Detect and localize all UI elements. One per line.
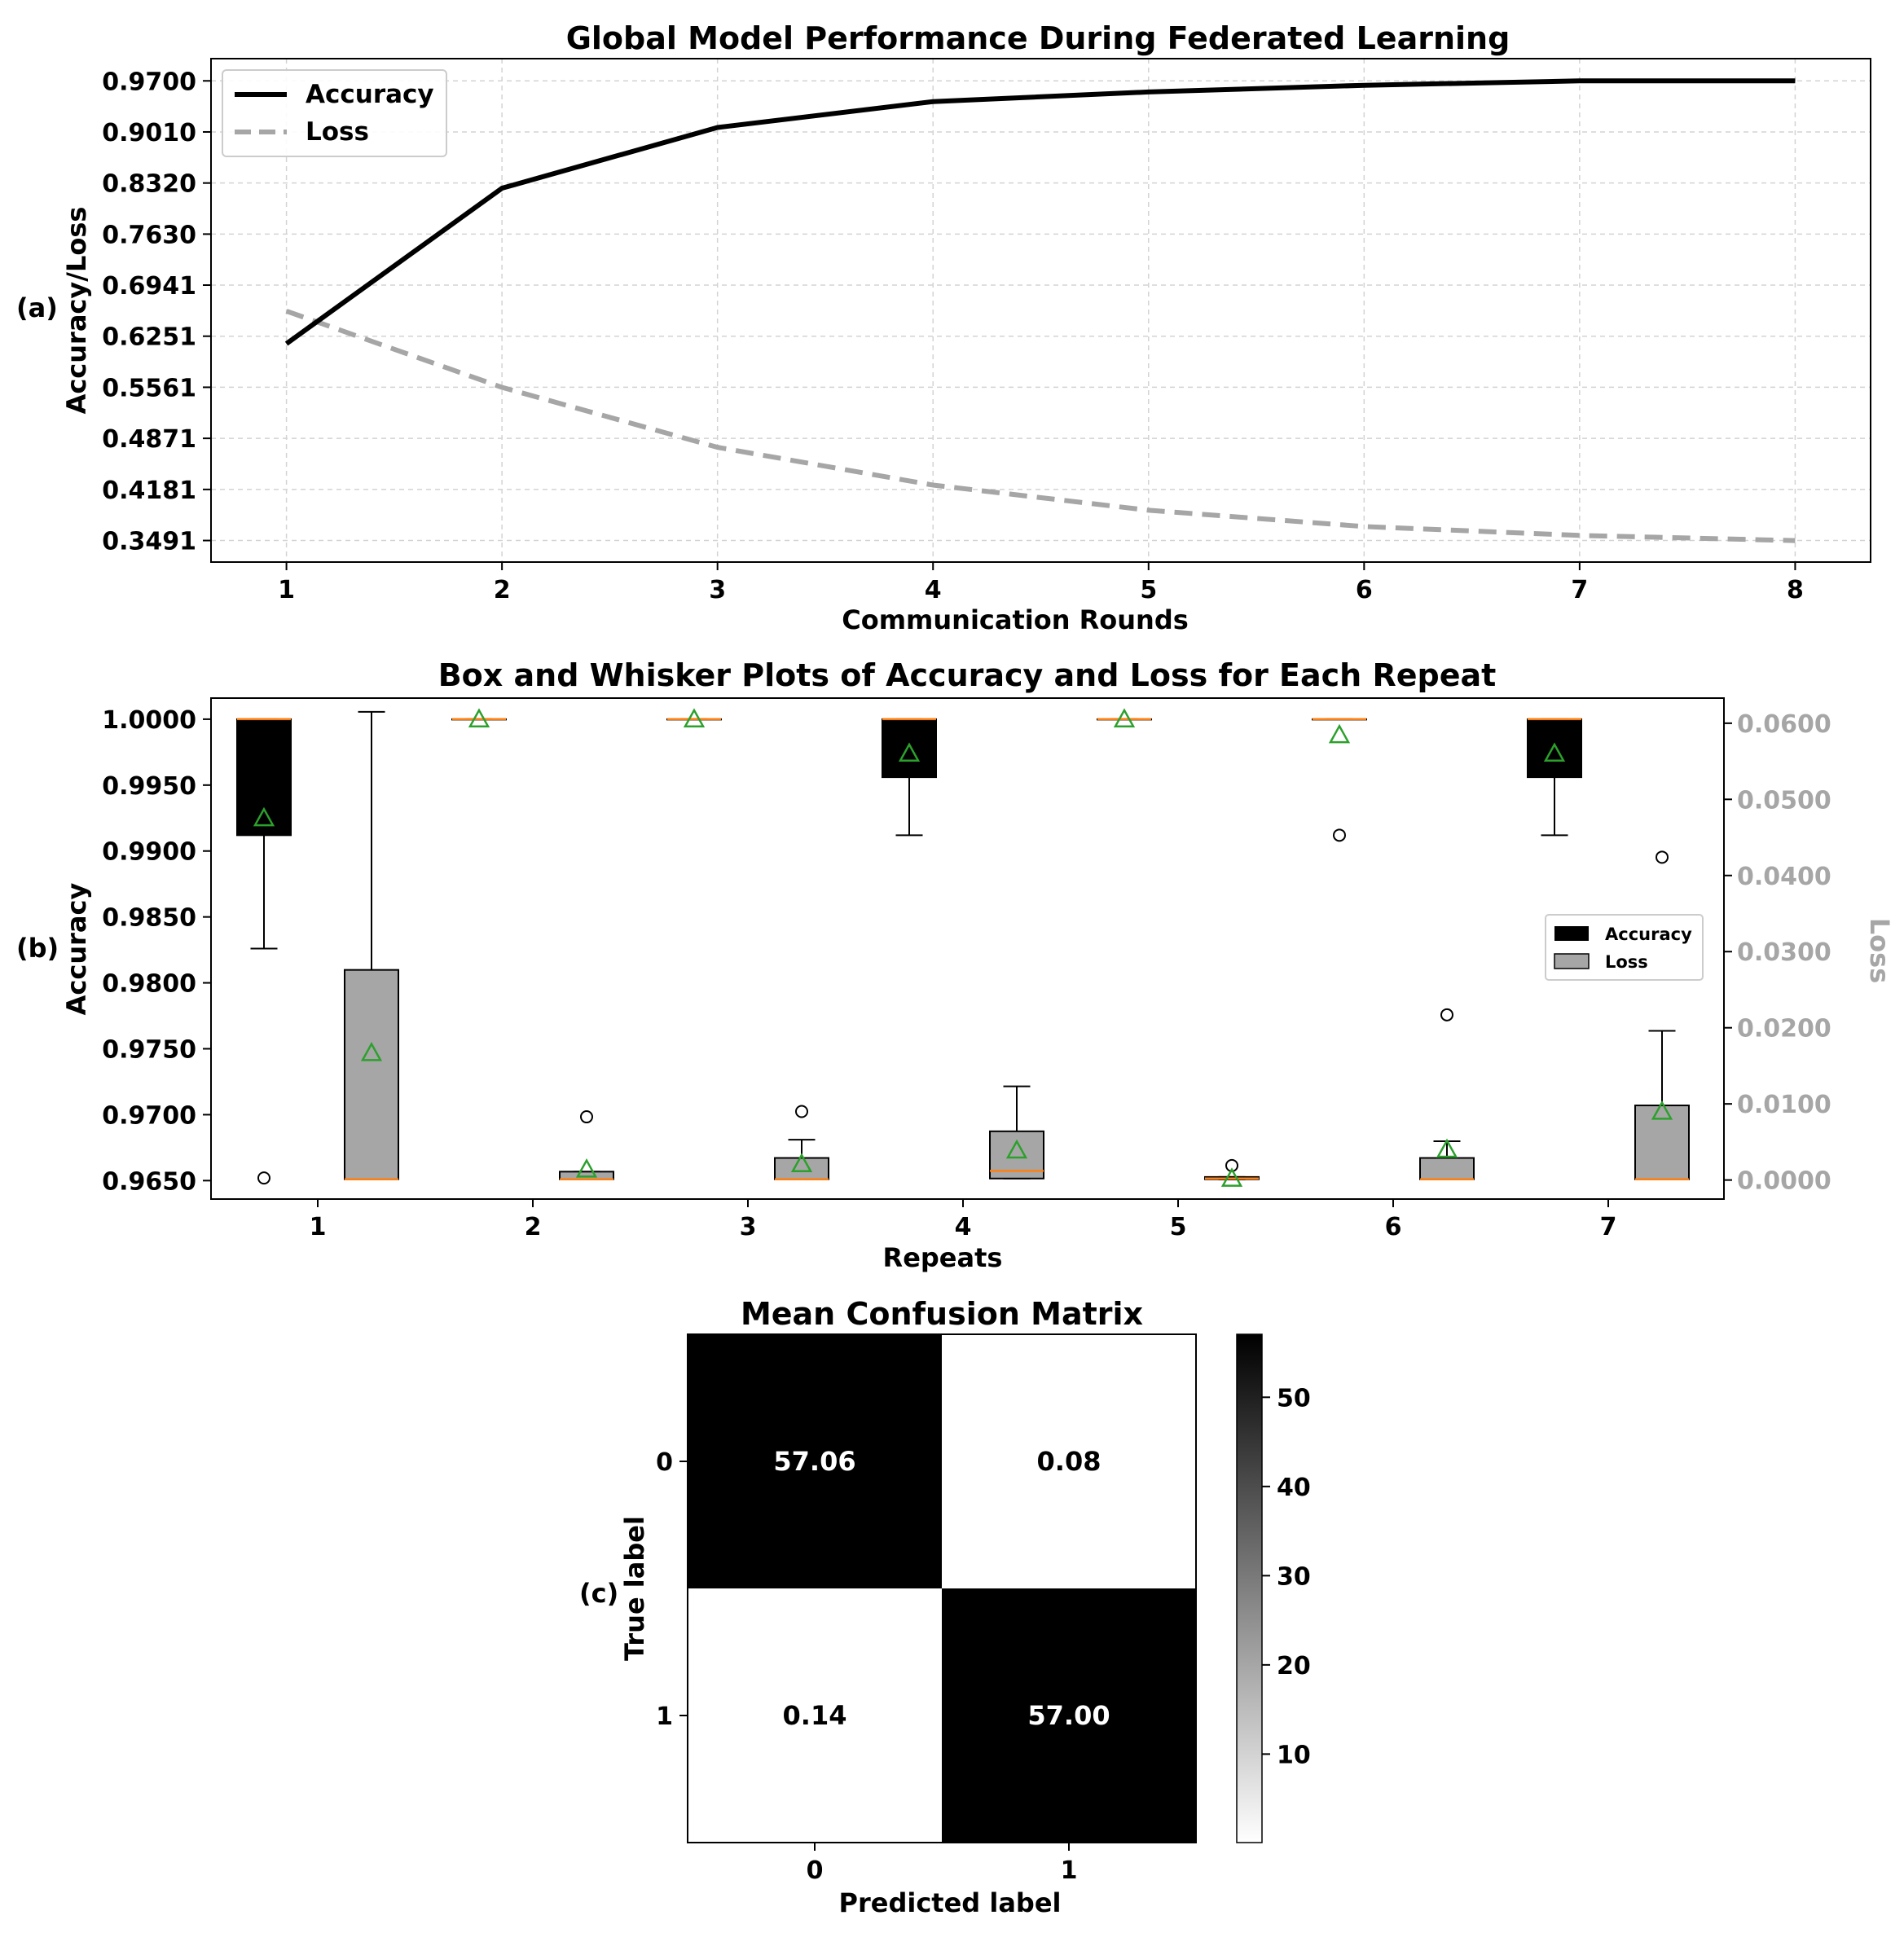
- box-accuracy-2: [452, 710, 506, 727]
- chart-c-y-tick-0: 0: [656, 1448, 673, 1477]
- chart-b-right-y-label: Loss: [1864, 917, 1895, 984]
- chart-a-series: [287, 81, 1796, 540]
- box-body-loss-1: [345, 970, 398, 1180]
- box-body-loss-6: [1420, 1158, 1474, 1180]
- chart-b-y-tick-0: 1.0000: [102, 705, 196, 735]
- chart-b-y-label: Accuracy: [61, 882, 92, 1016]
- colorbar-ticks: [1262, 1384, 1311, 1769]
- cell-label-1-1: 57.00: [1027, 1700, 1110, 1731]
- chart-a-x-ticks: [278, 562, 1804, 604]
- legend-b-accuracy-label: Accuracy: [1605, 925, 1692, 944]
- chart-b-boxes: [237, 710, 1689, 1186]
- legend-accuracy-label: Accuracy: [306, 80, 434, 109]
- chart-a-x-tick-6: 6: [1355, 576, 1373, 604]
- chart-a-y-label: Accuracy/Loss: [61, 206, 92, 415]
- chart-b-x-ticks: [310, 1199, 1617, 1241]
- legend-b-loss-swatch: [1554, 954, 1589, 969]
- chart-a-x-tick-2: 2: [493, 576, 511, 604]
- chart-c-x-tick-1: 1: [1060, 1856, 1078, 1885]
- box-loss-3: [775, 1106, 829, 1180]
- chart-a-y-tick-0: 0.9700: [102, 68, 196, 97]
- chart-a-legend: [222, 70, 446, 156]
- chart-a-y-tick-9: 0.3491: [102, 527, 196, 556]
- box-accuracy-6: [1313, 719, 1366, 841]
- confusion-matrix-cells: [688, 1334, 1196, 1843]
- chart-a-y-tick-8: 0.4181: [102, 476, 196, 505]
- accuracy-loss-line-chart: [16, 20, 1871, 635]
- cell-label-0-1: 0.08: [1036, 1446, 1102, 1477]
- chart-b-y-tick-1: 0.9950: [102, 771, 196, 801]
- chart-c-x-tick-0: 0: [806, 1856, 824, 1885]
- colorbar-tick-30: 30: [1277, 1562, 1311, 1592]
- chart-a-y-tick-4: 0.6941: [102, 272, 196, 301]
- legend-b-accuracy-swatch: [1554, 926, 1589, 941]
- box-accuracy-1: [237, 719, 291, 1184]
- box-body-accuracy-1: [237, 719, 291, 835]
- outlier-accuracy-6-0: [1334, 829, 1345, 841]
- chart-a-y-tick-5: 0.6251: [102, 323, 196, 352]
- chart-b-right-y-tick-5: 0.0100: [1737, 1091, 1831, 1120]
- chart-a-x-tick-8: 8: [1786, 576, 1804, 604]
- series-line-accuracy: [287, 81, 1796, 344]
- chart-b-right-y-tick-1: 0.0500: [1737, 786, 1831, 815]
- chart-b-y-tick-5: 0.9750: [102, 1035, 196, 1065]
- chart-a-y-tick-2: 0.8320: [102, 169, 196, 199]
- chart-c-y-label: True label: [619, 1516, 650, 1661]
- chart-b-x-tick-3: 3: [739, 1213, 757, 1241]
- box-loss-6: [1420, 1009, 1474, 1180]
- colorbar-tick-10: 10: [1277, 1741, 1311, 1770]
- chart-b-y-tick-2: 0.9900: [102, 837, 196, 867]
- box-accuracy-4: [882, 719, 936, 835]
- chart-c-x-ticks: [807, 1843, 1078, 1885]
- chart-a-y-tick-1: 0.9010: [102, 118, 196, 147]
- chart-a-y-tick-3: 0.7630: [102, 221, 196, 250]
- series-line-loss: [287, 311, 1796, 541]
- chart-b-legend: [1546, 915, 1703, 980]
- box-body-accuracy-4: [882, 719, 936, 777]
- legend-b-loss-label: Loss: [1605, 952, 1648, 972]
- panel-label-a: (a): [16, 292, 58, 323]
- box-accuracy-3: [667, 710, 721, 727]
- colorbar-tick-20: 20: [1277, 1651, 1311, 1680]
- outlier-loss-7-0: [1656, 851, 1668, 863]
- chart-b-title: Box and Whisker Plots of Accuracy and Loss for Each Repeat: [438, 657, 1497, 693]
- colorbar-gradient: [1237, 1334, 1262, 1843]
- chart-b-frame: [211, 698, 1724, 1199]
- box-loss-7: [1635, 851, 1689, 1179]
- box-accuracy-5: [1097, 710, 1151, 727]
- chart-b-right-y-tick-6: 0.0000: [1737, 1166, 1831, 1196]
- chart-b-y-tick-6: 0.9700: [102, 1101, 196, 1131]
- box-accuracy-7: [1528, 719, 1581, 835]
- chart-b-x-tick-4: 4: [954, 1213, 972, 1241]
- chart-a-y-tick-6: 0.5561: [102, 374, 196, 403]
- chart-b-x-tick-2: 2: [524, 1213, 542, 1241]
- chart-b-right-y-tick-4: 0.0200: [1737, 1014, 1831, 1043]
- chart-a-x-tick-7: 7: [1571, 576, 1589, 604]
- cell-label-1-0: 0.14: [782, 1700, 847, 1731]
- chart-c-y-tick-1: 1: [656, 1702, 673, 1731]
- chart-b-x-tick-1: 1: [309, 1213, 327, 1241]
- chart-b-right-y-tick-0: 0.0600: [1737, 709, 1831, 739]
- cell-label-0-0: 57.06: [773, 1446, 856, 1477]
- box-loss-4: [990, 1087, 1044, 1179]
- box-body-loss-3: [775, 1158, 829, 1180]
- box-body-loss-2: [560, 1171, 613, 1179]
- box-loss-2: [560, 1111, 613, 1180]
- chart-a-x-tick-3: 3: [709, 576, 727, 604]
- chart-b-x-tick-7: 7: [1599, 1213, 1617, 1241]
- box-body-loss-7: [1635, 1105, 1689, 1180]
- chart-c-y-ticks: [656, 1448, 688, 1731]
- colorbar: [1237, 1334, 1311, 1843]
- chart-a-x-tick-4: 4: [924, 576, 942, 604]
- chart-b-right-y-ticks: [1724, 710, 1831, 1196]
- chart-a-x-label: Communication Rounds: [842, 604, 1189, 635]
- colorbar-tick-40: 40: [1277, 1473, 1311, 1502]
- mean-marker-accuracy-6: [1330, 726, 1348, 742]
- chart-b-x-tick-6: 6: [1384, 1213, 1402, 1241]
- chart-b-y-tick-3: 0.9850: [102, 903, 196, 933]
- chart-a-frame: [211, 59, 1871, 562]
- outlier-loss-2-0: [581, 1111, 592, 1122]
- outlier-accuracy-1-0: [258, 1172, 270, 1184]
- outlier-loss-6-0: [1441, 1009, 1453, 1021]
- chart-a-x-tick-5: 5: [1140, 576, 1158, 604]
- outlier-loss-3-0: [796, 1106, 807, 1118]
- panel-label-b: (b): [16, 933, 59, 964]
- chart-a-y-tick-7: 0.4871: [102, 425, 196, 455]
- box-loss-1: [345, 712, 398, 1180]
- chart-c-title: Mean Confusion Matrix: [740, 1296, 1144, 1332]
- chart-b-right-y-tick-2: 0.0400: [1737, 862, 1831, 891]
- confusion-matrix-chart: [579, 1296, 1311, 1918]
- chart-b-x-label: Repeats: [882, 1242, 1003, 1273]
- chart-b-x-tick-5: 5: [1169, 1213, 1187, 1241]
- colorbar-tick-50: 50: [1277, 1384, 1311, 1413]
- chart-c-x-label: Predicted label: [838, 1887, 1062, 1918]
- chart-a-x-tick-1: 1: [278, 576, 296, 604]
- box-loss-5: [1205, 1160, 1259, 1186]
- box-whisker-chart: [16, 657, 1895, 1273]
- chart-b-left-y-ticks: [102, 706, 211, 1196]
- legend-loss-label: Loss: [306, 117, 369, 147]
- chart-b-y-tick-7: 0.9650: [102, 1167, 196, 1197]
- chart-b-y-tick-4: 0.9800: [102, 969, 196, 999]
- chart-a-y-ticks: [102, 68, 211, 556]
- chart-a-grid: [211, 59, 1871, 562]
- panel-label-c: (c): [579, 1578, 619, 1609]
- chart-a-title: Global Model Performance During Federated Learning: [565, 20, 1510, 56]
- chart-b-right-y-tick-3: 0.0300: [1737, 938, 1831, 968]
- box-body-accuracy-7: [1528, 719, 1581, 777]
